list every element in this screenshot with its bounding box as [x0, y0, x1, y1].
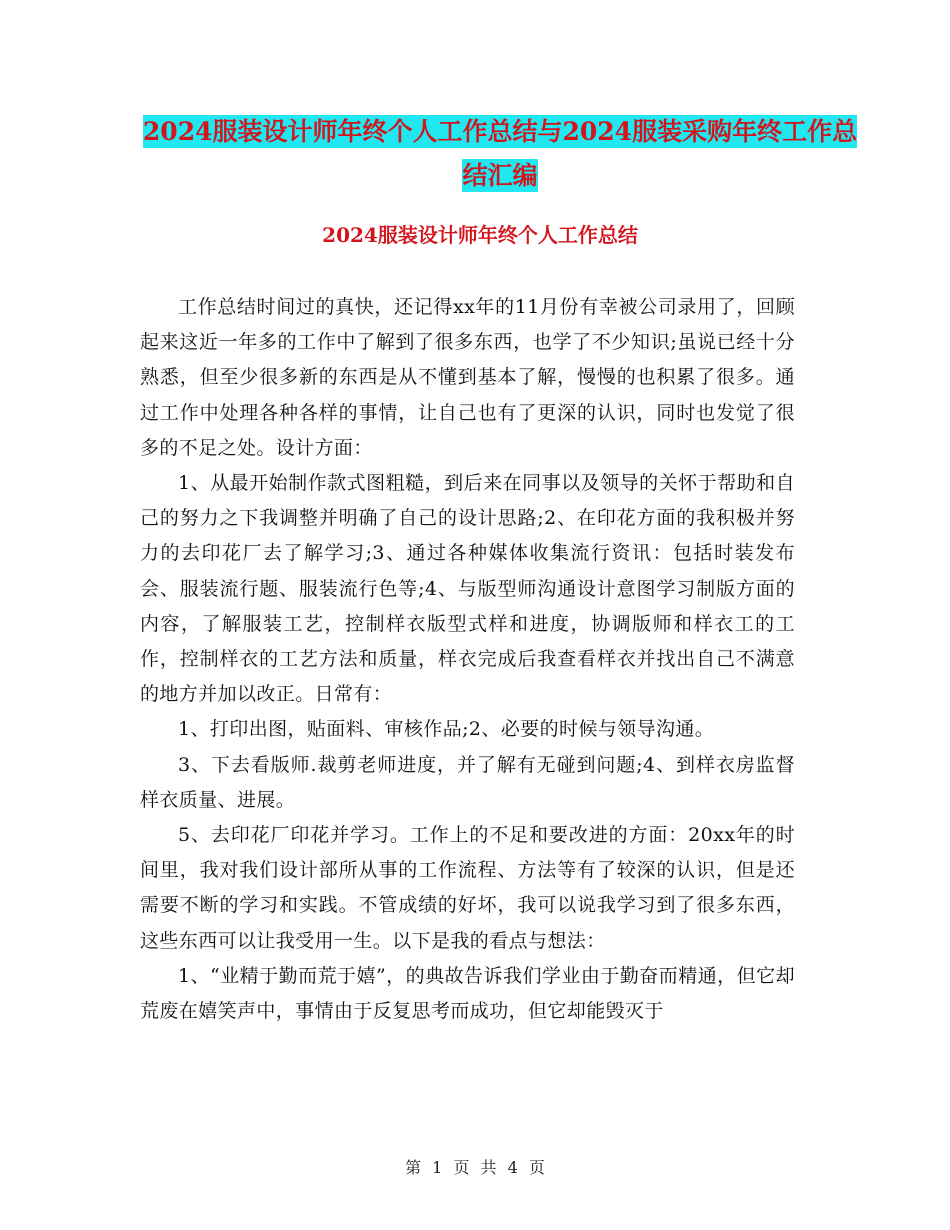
- paragraph-daily-1: 1、打印出图，贴面料、审核作品;2、必要的时候与领导沟通。: [178, 718, 715, 741]
- paragraph-design: 1、从最开始制作款式图粗糙，到后来在同事以及领导的关怀于帮助和自己的努力之下我调整并明确了自己的设计思路;2、在印花方面的我积极并努力的去印花厂去了解学习;3、通过各种媒体收集流行资讯：包括时装发布会、服装流行题、服装流行色等;4、与版型师沟通设计意图学习制版方面的内容，了解服装工艺，控制样衣版型式样和进度，协调版师和样衣工的工作，控制样衣的工艺方法和质量，样衣完成后我查看样衣并找出自己不满意的地方并加以改正。日常有：: [140, 472, 795, 706]
- paragraph-view-1: 1、“业精于勤而荒于嬉”，的典故告诉我们学业由于勤奋而精通，但它却荒废在嬉笑声中，事情由于反复思考而成功，但它却能毁灭于: [140, 964, 795, 1023]
- document-title-text: 2024服装设计师年终个人工作总结与2024服装采购年终工作总结汇编: [142, 117, 858, 190]
- page-footer: 第 1 页 共 4 页: [405, 1158, 545, 1177]
- section-title: 2024服装设计师年终个人工作总结: [322, 223, 638, 247]
- document-body: [140, 290, 795, 1029]
- paragraph-intro: 工作总结时间过的真快，还记得xx年的11月份有幸被公司录用了，回顾起来这近一年多的工作中了解到了很多东西，也学了不少知识;虽说已经十分熟悉，但至少很多新的东西是从不懂到基本了解，慢慢的也积累了很多。通过工作中处理各种各样的事情，让自己也有了更深的认识，同时也发觉了很多的不足之处。设计方面：: [140, 296, 795, 459]
- paragraph-daily-2: 3、下去看版师.裁剪老师进度，并了解有无碰到问题;4、到样衣房监督样衣质量、进展。: [140, 753, 795, 811]
- paragraph-daily-3: 5、去印花厂印花并学习。工作上的不足和要改进的方面：20xx年的时间里，我对我们设计部所从事的工作流程、方法等有了较深的认识，但是还需要不断的学习和实践。不管成绩的好坏，我可以说我学习到了很多东西，这些东西可以让我受用一生。以下是我的看点与想法：: [140, 824, 795, 952]
- document-title: [140, 110, 860, 198]
